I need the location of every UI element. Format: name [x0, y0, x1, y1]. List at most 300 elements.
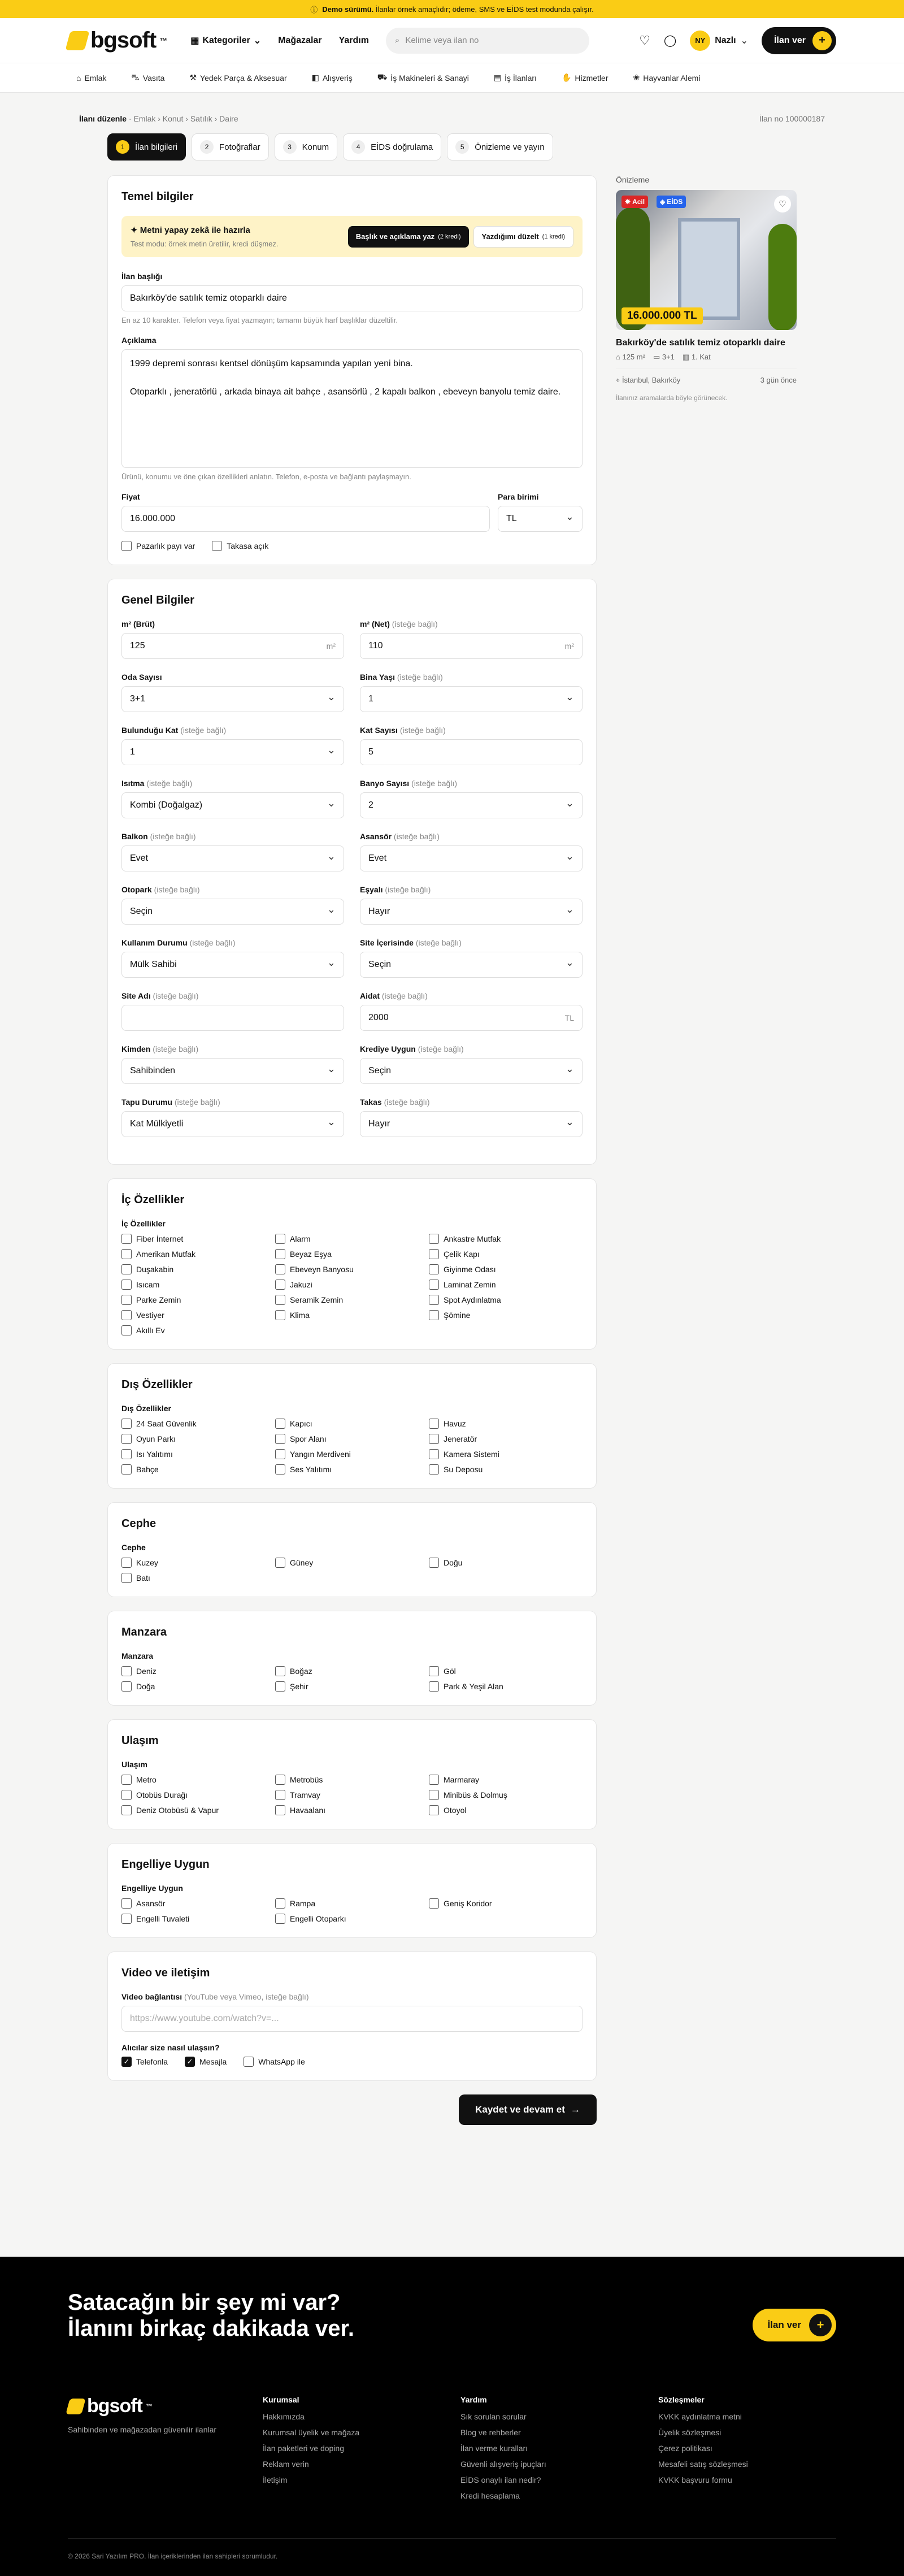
checkbox-box — [212, 541, 222, 551]
breadcrumb-path[interactable]: · Emlak › Konut › Satılık › Daire — [128, 114, 238, 123]
section-title: Video ve iletişim — [121, 1967, 210, 1979]
field-label-text: m² (Net) — [360, 619, 390, 628]
section-title: Manzara — [121, 1626, 167, 1638]
field-label — [121, 619, 344, 628]
header-actions — [639, 27, 836, 54]
feature-checkbox[interactable] — [429, 1681, 583, 1692]
footer — [0, 2257, 904, 2576]
car-icon: ⛍ — [131, 72, 140, 81]
field-unit: TL — [564, 1013, 574, 1022]
feature-checkbox[interactable] — [275, 1434, 429, 1444]
field-label-text: Kullanım Durumu — [121, 938, 188, 947]
feature-checkbox[interactable] — [275, 1666, 429, 1676]
feature-checkbox[interactable] — [121, 1914, 275, 1924]
feature-checkbox[interactable] — [121, 1666, 275, 1676]
optional-tag: (isteğe bağlı) — [397, 673, 443, 682]
feature-checkbox[interactable] — [121, 1249, 275, 1259]
optional-tag: (isteğe bağlı) — [392, 619, 438, 628]
footer-logo-text: bgsoft — [87, 2395, 142, 2417]
footer-logo-tm: ™ — [145, 2402, 152, 2410]
preview-location — [616, 376, 680, 385]
general-field — [121, 726, 344, 765]
footer-about-text: Sahibinden ve mağazadan güvenilir ilanlar — [68, 2425, 217, 2434]
feature-label: Doğu — [444, 1558, 463, 1567]
feature-label: Seramik Zemin — [290, 1295, 344, 1304]
field-select[interactable] — [121, 739, 344, 765]
general-field — [360, 885, 583, 925]
step-tab-5[interactable] — [447, 133, 553, 161]
nav-help[interactable]: Yardım — [338, 35, 369, 45]
field-label — [360, 673, 583, 682]
feature-checkbox[interactable] — [429, 1666, 583, 1676]
form-column — [107, 175, 597, 2125]
section-title: Genel Bilgiler — [121, 594, 194, 606]
footer-link[interactable]: Çerez politikası — [658, 2444, 712, 2453]
field-label — [360, 726, 583, 735]
logo-tm: ™ — [159, 36, 167, 45]
feature-checkbox[interactable] — [429, 1295, 583, 1305]
checkbox-box — [121, 1280, 132, 1290]
video-link-input[interactable] — [121, 2006, 583, 2032]
feature-label: Havuz — [444, 1419, 466, 1428]
post-label: İlan ver — [773, 35, 806, 45]
feature-checkbox[interactable] — [429, 1805, 583, 1815]
field-label-text: Bina Yaşı — [360, 673, 395, 682]
field-select[interactable] — [121, 792, 344, 818]
feature-subheading: Dış Özellikler — [121, 1404, 171, 1413]
feature-label: Kamera Sistemi — [444, 1450, 499, 1459]
feature-label: Spot Aydınlatma — [444, 1295, 501, 1304]
ai-title-text: Metni yapay zekâ ile hazırla — [140, 225, 250, 235]
footer-link[interactable]: Kredi hesaplama — [460, 2491, 520, 2500]
feature-label: Laminat Zemin — [444, 1280, 496, 1289]
nav-categories[interactable] — [190, 35, 261, 46]
field-label — [121, 726, 344, 735]
step-number: 3 — [283, 140, 297, 154]
footer-link[interactable]: Güvenli alışveriş ipuçları — [460, 2460, 546, 2469]
feature-checkbox[interactable] — [275, 1775, 429, 1785]
footer-link[interactable]: Kurumsal üyelik ve mağaza — [263, 2428, 360, 2437]
general-field — [121, 991, 344, 1031]
feature-label: Bahçe — [136, 1465, 159, 1474]
preview-meta — [616, 353, 797, 362]
flame-icon: ✸ — [625, 198, 631, 206]
feature-label: Klima — [290, 1311, 310, 1320]
step-label: EİDS doğrulama — [371, 142, 433, 152]
checkbox-box — [429, 1264, 439, 1274]
section-title: Engelliye Uygun — [121, 1858, 210, 1871]
field-label-text: Site Adı — [121, 991, 151, 1000]
home-icon: ⌂ — [76, 73, 81, 83]
cta-button-label: İlan ver — [767, 2319, 801, 2330]
checkbox-box — [429, 1310, 439, 1320]
urgent-badge — [621, 196, 648, 208]
field-label-text: Kimden — [121, 1044, 151, 1053]
feature-checkbox[interactable] — [275, 1449, 429, 1459]
ai-title — [131, 225, 279, 235]
price-input[interactable] — [121, 506, 490, 532]
field-input[interactable] — [121, 1005, 344, 1031]
price-label: Fiyat — [121, 492, 140, 501]
field-select[interactable] — [360, 952, 583, 978]
video-link-placeholder: https://www.youtube.com/watch?v=... — [130, 2014, 279, 2023]
ai-write-credit: (2 kredi) — [438, 233, 461, 240]
feature-checkbox[interactable] — [429, 1898, 583, 1909]
category-4[interactable] — [377, 72, 469, 83]
bargain-label: Pazarlık payı var — [136, 541, 195, 550]
feature-label: Göl — [444, 1667, 456, 1676]
feature-checkbox[interactable] — [121, 1449, 275, 1459]
preview-title[interactable]: Bakırköy'de satılık temiz otoparklı daire — [616, 338, 785, 348]
basic-info-card — [107, 175, 597, 565]
section-title: Ulaşım — [121, 1734, 159, 1747]
feature-subheading: Cephe — [121, 1543, 146, 1552]
footer-link[interactable]: Mesafeli satış sözleşmesi — [658, 2460, 748, 2469]
feature-checkbox[interactable] — [121, 1775, 275, 1785]
field-select[interactable] — [121, 1111, 344, 1137]
checkbox-box — [121, 1898, 132, 1909]
checkbox-box — [121, 1434, 132, 1444]
field-select[interactable] — [121, 686, 344, 712]
preview-image[interactable] — [616, 190, 797, 330]
feature-checkbox[interactable] — [429, 1280, 583, 1290]
field-select[interactable] — [360, 1058, 583, 1084]
feature-subheading: Manzara — [121, 1651, 154, 1660]
field-input[interactable] — [121, 633, 344, 659]
footer-link[interactable]: KVKK aydınlatma metni — [658, 2412, 742, 2421]
step-tabs — [107, 133, 847, 161]
feature-checkbox[interactable] — [429, 1558, 583, 1568]
feature-checkbox[interactable] — [121, 1264, 275, 1274]
meta-rooms-text: 3+1 — [662, 353, 675, 361]
feature-checkbox[interactable] — [429, 1234, 583, 1244]
contact-checkbox[interactable] — [185, 2057, 227, 2067]
field-value: Hayır — [368, 1119, 390, 1129]
video-contact-card — [107, 1951, 597, 2081]
field-label — [121, 673, 344, 682]
feature-checkbox[interactable] — [121, 1573, 275, 1583]
grid-icon: ▦ — [190, 36, 199, 46]
footer-link[interactable]: İlan verme kuralları — [460, 2444, 528, 2453]
footer-link[interactable]: Üyelik sözleşmesi — [658, 2428, 722, 2437]
footer-logo[interactable] — [68, 2395, 216, 2417]
step-tab-1[interactable] — [107, 133, 186, 161]
cta-line2: İlanını birkaç dakikada ver. — [68, 2316, 354, 2341]
feature-checklist — [121, 1666, 583, 1692]
meta-floor-text: 1. Kat — [691, 353, 711, 361]
general-field — [360, 1098, 583, 1137]
optional-tag: (isteğe bağlı) — [154, 885, 200, 894]
footer-link[interactable]: KVKK başvuru formu — [658, 2475, 732, 2484]
category-5[interactable] — [494, 73, 537, 83]
ai-write-button[interactable] — [348, 226, 469, 248]
feature-checkbox[interactable] — [275, 1790, 429, 1800]
step-tab-4[interactable] — [343, 133, 441, 161]
logo-text: bgsoft — [90, 28, 157, 53]
feature-checkbox[interactable] — [429, 1464, 583, 1475]
contact-checkbox[interactable] — [244, 2057, 305, 2067]
logo[interactable] — [68, 28, 167, 53]
ai-subtitle: Test modu: örnek metin üretilir, kredi düşmez. — [131, 240, 279, 248]
field-label-text: Asansör — [360, 832, 392, 841]
footer-link[interactable]: Blog ve rehberler — [460, 2428, 521, 2437]
field-select[interactable] — [360, 1111, 583, 1137]
checkbox-box — [121, 1805, 132, 1815]
feature-checklist — [121, 1775, 583, 1815]
feature-label: Ebeveyn Banyosu — [290, 1265, 354, 1274]
feature-checkbox[interactable] — [121, 1898, 275, 1909]
feature-checkbox[interactable] — [429, 1419, 583, 1429]
feature-checkbox[interactable] — [429, 1434, 583, 1444]
feature-checkbox[interactable] — [429, 1264, 583, 1274]
checkbox-box — [275, 1434, 285, 1444]
field-label — [121, 885, 344, 894]
currency-select[interactable] — [498, 506, 583, 532]
category-7[interactable] — [633, 73, 701, 83]
feature-checkbox[interactable] — [275, 1280, 429, 1290]
feature-checkbox[interactable] — [121, 1234, 275, 1244]
footer-link[interactable]: Hakkımızda — [263, 2412, 305, 2421]
field-select[interactable] — [121, 952, 344, 978]
field-label — [121, 991, 344, 1000]
contact-checkbox[interactable] — [121, 2057, 168, 2067]
step-tab-2[interactable] — [192, 133, 269, 161]
feature-checkbox[interactable] — [275, 1914, 429, 1924]
building-icon: ▥ — [682, 353, 692, 361]
checkbox-box — [429, 1249, 439, 1259]
field-label-text: Balkon — [121, 832, 148, 841]
demo-banner — [0, 0, 904, 18]
step-label: Önizleme ve yayın — [475, 142, 545, 152]
feature-label: Parke Zemin — [136, 1295, 181, 1304]
ai-write-label: Başlık ve açıklama yaz — [355, 232, 435, 241]
title-input[interactable] — [121, 285, 583, 311]
nav-stores[interactable]: Mağazalar — [278, 35, 322, 45]
checkbox-box — [121, 1325, 132, 1335]
category-1[interactable] — [131, 72, 164, 83]
field-label — [360, 779, 583, 788]
footer-link[interactable]: Reklam verin — [263, 2460, 309, 2469]
field-select[interactable] — [360, 845, 583, 871]
contact-label: Telefonla — [136, 2057, 168, 2066]
feature-checkbox[interactable] — [121, 1325, 275, 1335]
feature-checkbox[interactable] — [275, 1464, 429, 1475]
checkbox-box — [429, 1558, 439, 1568]
ai-assist-panel — [121, 216, 583, 257]
bargain-checkbox[interactable] — [121, 541, 195, 551]
top-header — [0, 18, 904, 63]
feature-checkbox[interactable] — [429, 1449, 583, 1459]
feature-label: Amerikan Mutfak — [136, 1250, 196, 1259]
feature-subheading: Engelliye Uygun — [121, 1884, 183, 1893]
general-field — [121, 1044, 344, 1084]
checkbox-box — [275, 1666, 285, 1676]
user-menu[interactable] — [690, 31, 748, 51]
feature-label: Kuzey — [136, 1558, 158, 1567]
field-input[interactable] — [360, 1005, 583, 1031]
feature-checkbox[interactable] — [275, 1898, 429, 1909]
field-label — [121, 1098, 344, 1107]
category-0[interactable] — [76, 73, 106, 83]
checkbox-box — [275, 1295, 285, 1305]
field-value: Kat Mülkiyetli — [130, 1119, 184, 1129]
feature-checkbox[interactable] — [429, 1310, 583, 1320]
post-listing-button[interactable] — [762, 27, 836, 54]
field-label — [360, 832, 583, 841]
contact-label: WhatsApp ile — [258, 2057, 305, 2066]
feature-checkbox[interactable] — [121, 1790, 275, 1800]
feature-checklist — [121, 1234, 583, 1335]
field-value: 2 — [368, 800, 373, 810]
feature-checkbox[interactable] — [275, 1249, 429, 1259]
feature-checkbox[interactable] — [121, 1280, 275, 1290]
category-6[interactable] — [562, 73, 609, 83]
feature-checkbox[interactable] — [429, 1790, 583, 1800]
feature-checkbox[interactable] — [275, 1805, 429, 1815]
field-select[interactable] — [360, 686, 583, 712]
checkbox-box — [275, 1775, 285, 1785]
checkbox-box — [121, 1775, 132, 1785]
feature-checkbox[interactable] — [121, 1558, 275, 1568]
feature-checkbox[interactable] — [275, 1234, 429, 1244]
feature-checkbox[interactable] — [121, 1805, 275, 1815]
feature-subheading: Ulaşım — [121, 1760, 147, 1769]
checkbox-box — [121, 1295, 132, 1305]
optional-tag: (isteğe bağlı) — [153, 1044, 199, 1053]
bed-icon: ▭ — [653, 353, 662, 361]
field-label-text: Takas — [360, 1098, 382, 1107]
section-title: Cephe — [121, 1517, 157, 1530]
field-input[interactable] — [360, 739, 583, 765]
feature-checkbox[interactable] — [275, 1264, 429, 1274]
category-label: Alışveriş — [322, 73, 353, 83]
feature-checkbox[interactable] — [429, 1249, 583, 1259]
field-select[interactable] — [121, 899, 344, 925]
feature-checkbox[interactable] — [275, 1310, 429, 1320]
feature-checkbox[interactable] — [275, 1681, 429, 1692]
field-label — [360, 1098, 583, 1107]
cta-post-button[interactable] — [753, 2309, 836, 2341]
field-label — [121, 832, 344, 841]
category-3[interactable] — [312, 73, 353, 83]
checkbox-box — [429, 1280, 439, 1290]
breadcrumb-row — [79, 114, 825, 123]
footer-column — [263, 2395, 359, 2491]
checkbox-box — [121, 1449, 132, 1459]
step-label: Konum — [302, 142, 329, 152]
field-select[interactable] — [121, 1058, 344, 1084]
field-value: Evet — [368, 853, 387, 863]
top-nav — [190, 35, 369, 46]
field-input[interactable] — [360, 633, 583, 659]
feature-checkbox[interactable] — [121, 1310, 275, 1320]
preview-location-row — [616, 368, 797, 385]
ai-fix-button[interactable] — [473, 226, 573, 248]
footer-link[interactable]: EİDS onaylı ilan nedir? — [460, 2475, 541, 2484]
favorite-heart-icon[interactable]: ♡ — [774, 196, 791, 213]
banner-bold: Demo sürümü. — [322, 5, 374, 14]
category-nav — [0, 63, 904, 93]
feature-label: Giyinme Odası — [444, 1265, 496, 1274]
general-field — [360, 1044, 583, 1084]
footer-link[interactable]: İletişim — [263, 2475, 288, 2484]
checkbox-box — [429, 1434, 439, 1444]
feature-checkbox[interactable] — [121, 1434, 275, 1444]
feature-checkbox[interactable] — [121, 1295, 275, 1305]
field-label — [121, 1044, 344, 1053]
plus-icon: + — [812, 31, 832, 50]
feature-label: Fiber İnternet — [136, 1234, 184, 1243]
feature-label: Engelli Otoparkı — [290, 1914, 346, 1923]
general-field — [360, 619, 583, 659]
general-field — [121, 832, 344, 871]
feature-checkbox[interactable] — [121, 1464, 275, 1475]
footer-link[interactable]: İlan paketleri ve doping — [263, 2444, 344, 2453]
checkbox-box — [275, 1805, 285, 1815]
step-tab-3[interactable] — [275, 133, 338, 161]
feature-checklist — [121, 1419, 583, 1475]
general-field — [360, 991, 583, 1031]
field-select[interactable] — [360, 899, 583, 925]
save-label: Kaydet ve devam et — [475, 2104, 565, 2115]
feature-checkbox[interactable] — [429, 1775, 583, 1785]
field-select[interactable] — [121, 845, 344, 871]
description-textarea[interactable] — [121, 349, 583, 468]
swap-checkbox[interactable] — [212, 541, 268, 551]
search-input[interactable] — [386, 28, 589, 54]
general-field — [121, 619, 344, 659]
checkbox-box — [121, 1914, 132, 1924]
contact-label: Alıcılar size nasıl ulaşsın? — [121, 2043, 220, 2052]
checkbox-box — [275, 1914, 285, 1924]
feature-checkbox[interactable] — [121, 1681, 275, 1692]
save-continue-button[interactable] — [459, 2094, 597, 2125]
chat-icon[interactable]: ◯ — [663, 34, 677, 47]
heart-icon[interactable]: ♡ — [639, 33, 650, 47]
checkbox-box — [275, 1310, 285, 1320]
field-value: Sahibinden — [130, 1066, 176, 1075]
footer-link[interactable]: Sık sorulan sorular — [460, 2412, 527, 2421]
checkbox-box: ✓ — [121, 2057, 132, 2067]
checkbox-box — [429, 1898, 439, 1909]
feature-label: Marmaray — [444, 1775, 480, 1784]
category-2[interactable] — [189, 73, 286, 83]
feature-checkbox[interactable] — [275, 1558, 429, 1568]
feature-label: Çelik Kapı — [444, 1250, 480, 1259]
feature-checkbox[interactable] — [121, 1419, 275, 1429]
field-value: Seçin — [368, 960, 392, 969]
currency-label: Para birimi — [498, 492, 539, 501]
feature-label: Şehir — [290, 1682, 308, 1691]
feature-checkbox[interactable] — [275, 1419, 429, 1429]
feature-label: Alarm — [290, 1234, 311, 1243]
field-select[interactable] — [360, 792, 583, 818]
category-label: İş Makineleri & Sanayi — [390, 73, 469, 83]
section-title: Temel bilgiler — [121, 190, 194, 203]
feature-checkbox[interactable] — [275, 1295, 429, 1305]
feature-label: Spor Alanı — [290, 1434, 327, 1443]
copyright: © 2026 Sari Yazılım PRO. İlan içeriklerinden ilan sahipleri sorumludur. — [68, 2552, 278, 2560]
field-label-text: Site İçerisinde — [360, 938, 414, 947]
price-value: 16.000.000 — [130, 514, 176, 523]
field-label — [121, 938, 344, 947]
chevron-down-icon: ⌄ — [740, 36, 748, 46]
field-unit: m² — [564, 641, 574, 650]
feature-card — [107, 1611, 597, 1706]
checkbox-box — [429, 1464, 439, 1475]
checkbox-box — [121, 1249, 132, 1259]
field-unit: m² — [326, 641, 336, 650]
